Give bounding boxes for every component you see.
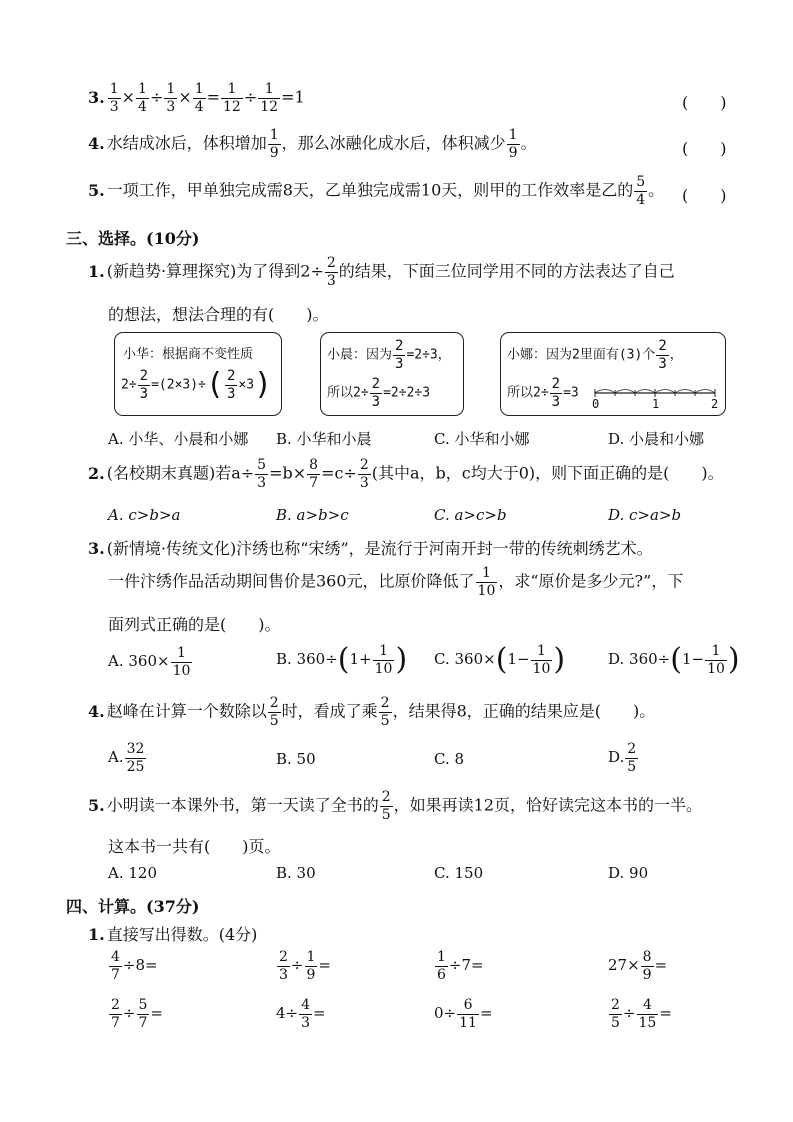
fraction: $\frac{2}{3}$ [371, 376, 381, 410]
option-b[interactable]: B. 小华和小晨 [276, 430, 372, 448]
option-b[interactable]: B. 30 [276, 864, 316, 882]
student-box-xiaochen [320, 332, 464, 416]
option-b[interactable]: B. 360÷(1+ $\frac{1}{10}$ ) [276, 642, 408, 678]
question-tag: (新情境·传统文化) [106, 539, 237, 558]
question-number: 3. [88, 539, 105, 558]
tick-label: 2 [711, 397, 719, 411]
option-c[interactable]: C. a>c>b [434, 506, 507, 524]
option-b[interactable]: B. a>b>c [276, 506, 349, 524]
judge-q3: 3. $\frac{1}{3}$ × $\frac{1}{4}$ ÷ $\frac{1}{3}$ × $\frac{1}{4}$ = $\frac{1}{12}$ ÷ $\frac{1}{12}$ =1 [88, 81, 305, 115]
question-number: 1. [88, 261, 105, 281]
choice-q1-line2: 的想法，想法合理的有( )。 [108, 305, 329, 324]
option-c[interactable]: C. 8 [434, 750, 465, 768]
question-number: 5. [88, 180, 105, 200]
question-number: 5. [88, 795, 105, 815]
fraction: $\frac{1}{3}$ [166, 81, 176, 115]
box-line1: 小晨：因为 $\frac{2}{3}$ =2÷3， [327, 338, 451, 372]
fraction: $\frac{2}{3}$ [658, 338, 667, 372]
question-number: 4. [88, 133, 105, 153]
fraction: $\frac{2}{3}$ [359, 457, 369, 491]
fraction: $\frac{1}{9}$ [306, 949, 316, 983]
calc-item: $\frac{4}{7}$ ÷8= [111, 949, 158, 983]
option-d[interactable]: D. 360÷(1− $\frac{1}{10}$ ) [608, 642, 740, 678]
question-number: 3. [88, 87, 105, 107]
option-d[interactable]: D. $\frac{2}{5}$ [608, 741, 637, 775]
fraction: $\frac{2}{3}$ [279, 949, 288, 983]
fraction: $\frac{8}{9}$ [642, 949, 652, 983]
option-b[interactable]: B. 50 [276, 750, 316, 768]
option-a[interactable]: A. c>b>a [108, 506, 181, 524]
fraction: $\frac{1}{4}$ [138, 81, 147, 115]
option-d[interactable]: D. 小晨和小娜 [608, 430, 705, 448]
fraction: $\frac{5}{3}$ [257, 457, 267, 491]
option-d[interactable]: D. 90 [608, 864, 649, 882]
fraction: $\frac{2}{3}$ [226, 368, 236, 402]
choice-q3-line2: 一件汴绣作品活动期间售价是360元，比原价降低了 $\frac{1}{10}$ ，求“原价是多少元?”，下 [108, 565, 684, 599]
calc-item: $\frac{2}{7}$ ÷ $\frac{5}{7}$ = [111, 997, 163, 1031]
fraction: $\frac{4}{3}$ [301, 997, 311, 1031]
fraction: $\frac{2}{3}$ [551, 376, 561, 410]
calc-item: $\frac{1}{6}$ ÷7= [437, 949, 484, 983]
fraction: $\frac{1}{10}$ [374, 643, 393, 677]
question-number: 1. [88, 925, 105, 944]
fraction: $\frac{1}{12}$ [223, 81, 241, 115]
judge-q4: 4. 水结成冰后，体积增加 $\frac{1}{9}$ ，那么冰融化成水后，体积减少 $\frac{1}{9}$ 。 [88, 127, 537, 161]
box-line1: 小娜：因为2里面有(3)个 $\frac{2}{3}$ ， [507, 338, 683, 372]
fraction: $\frac{2}{5}$ [381, 789, 391, 823]
fraction: $\frac{2}{5}$ [611, 997, 620, 1031]
calc-item: 0÷ $\frac{6}{11}$ = [434, 997, 493, 1031]
section-title: 三、选择。(10分) [66, 229, 200, 248]
fraction: $\frac{2}{3}$ [326, 255, 336, 289]
fraction: $\frac{1}{6}$ [437, 949, 446, 983]
question-number: 2. [88, 463, 105, 483]
fraction: $\frac{2}{3}$ [139, 368, 149, 402]
calc-item: $\frac{2}{3}$ ÷ $\frac{1}{9}$ = [279, 949, 331, 983]
answer-blank[interactable]: ( ) [682, 139, 727, 158]
option-c[interactable]: C. 360×(1− $\frac{1}{10}$ ) [434, 642, 566, 678]
student-box-xiaona [500, 332, 726, 416]
calc-item: 27× $\frac{8}{9}$ = [608, 949, 668, 983]
fraction: $\frac{6}{11}$ [459, 997, 477, 1031]
choice-q5: 5. 小明读一本课外书，第一天读了全书的 $\frac{2}{5}$ ，如果再读12页，恰好读完这本书的一半。 [88, 789, 703, 823]
choice-q2: 2. (名校期末真题)若a÷ $\frac{5}{3}$ =b× $\frac{8}{7}$ =c÷ $\frac{2}{3}$ (其中a，b，c均大于0)，则下面正确的是( )。 [88, 457, 724, 491]
fraction: $\frac{2}{3}$ [395, 338, 404, 372]
fraction: $\frac{32}{25}$ [126, 741, 145, 775]
fraction: $\frac{2}{7}$ [111, 997, 120, 1031]
fraction: $\frac{5}{4}$ [636, 174, 646, 208]
section-title: 四、计算。(37分) [66, 897, 200, 916]
choice-q3-line3: 面列式正确的是( )。 [108, 615, 281, 634]
box-expression: 2÷ $\frac{2}{3}$ =(2×3)÷( $\frac{2}{3}$ ×3) [121, 367, 273, 403]
tick-label: 1 [652, 397, 660, 411]
fraction: $\frac{8}{7}$ [309, 457, 319, 491]
fraction: $\frac{1}{10}$ [477, 565, 496, 599]
fraction: $\frac{2}{5}$ [627, 741, 637, 775]
calc-q1: 1. 直接写出得数。(4分) [88, 925, 258, 944]
fraction: $\frac{4}{7}$ [111, 949, 120, 983]
fraction: $\frac{4}{15}$ [638, 997, 657, 1031]
fraction: $\frac{2}{5}$ [269, 695, 279, 729]
choice-q3: 3. (新情境·传统文化)汴绣也称“宋绣”，是流行于河南开封一带的传统刺绣艺术。 [88, 539, 653, 558]
fraction: $\frac{1}{4}$ [194, 81, 204, 115]
judge-q5: 5. 一项工作，甲单独完成需8天，乙单独完成需10天，则甲的工作效率是乙的 $\frac{5}{4}$ 。 [88, 174, 665, 208]
calc-item: 4÷ $\frac{4}{3}$ = [276, 997, 326, 1031]
choice-q5-line2: 这本书一共有( )页。 [108, 837, 281, 856]
fraction: $\frac{2}{5}$ [380, 695, 390, 729]
fraction: $\frac{1}{3}$ [109, 81, 119, 115]
student-box-xiaohua [114, 332, 282, 416]
choice-q4: 4. 赵峰在计算一个数除以 $\frac{2}{5}$ 时，看成了乘 $\frac{2}{5}$ ，结果得8，正确的结果应是( )。 [88, 695, 656, 729]
box-line2: 所以2÷ $\frac{2}{3}$ =3 [507, 376, 579, 410]
option-c[interactable]: C. 小华和小娜 [434, 430, 530, 448]
fraction: $\frac{1}{12}$ [260, 81, 279, 115]
box-line2: 所以2÷ $\frac{2}{3}$ =2÷2÷3 [327, 376, 431, 410]
fraction: $\frac{1}{10}$ [707, 643, 725, 677]
option-d[interactable]: D. c>a>b [608, 506, 682, 524]
option-a[interactable]: A. 360× $\frac{1}{10}$ [108, 645, 191, 679]
tick-label: 0 [592, 397, 600, 411]
fraction: $\frac{1}{10}$ [172, 645, 191, 679]
fraction: $\frac{1}{9}$ [508, 127, 518, 161]
option-a[interactable]: A. $\frac{32}{25}$ [108, 741, 145, 775]
fraction: $\frac{1}{9}$ [269, 127, 279, 161]
choice-q1: 1. (新趋势·算理探究)为了得到2÷ $\frac{2}{3}$ 的结果，下面三位同学用不同的方法表达了自己 [88, 255, 675, 289]
answer-blank[interactable]: ( ) [682, 186, 727, 205]
fraction: $\frac{5}{7}$ [138, 997, 148, 1031]
box-title: 小华：根据商不变性质 [123, 347, 254, 362]
answer-blank[interactable]: ( ) [682, 93, 727, 112]
question-tag: (名校期末真题) [106, 463, 216, 483]
question-tag: (新趋势·算理探究) [106, 261, 237, 281]
option-a[interactable]: A. 小华、小晨和小娜 [108, 430, 249, 448]
calc-item: $\frac{2}{5}$ ÷ $\frac{4}{15}$ = [611, 997, 672, 1031]
fraction: $\frac{1}{10}$ [532, 643, 551, 677]
option-c[interactable]: C. 150 [434, 864, 484, 882]
option-a[interactable]: A. 120 [108, 864, 157, 882]
question-number: 4. [88, 701, 105, 721]
